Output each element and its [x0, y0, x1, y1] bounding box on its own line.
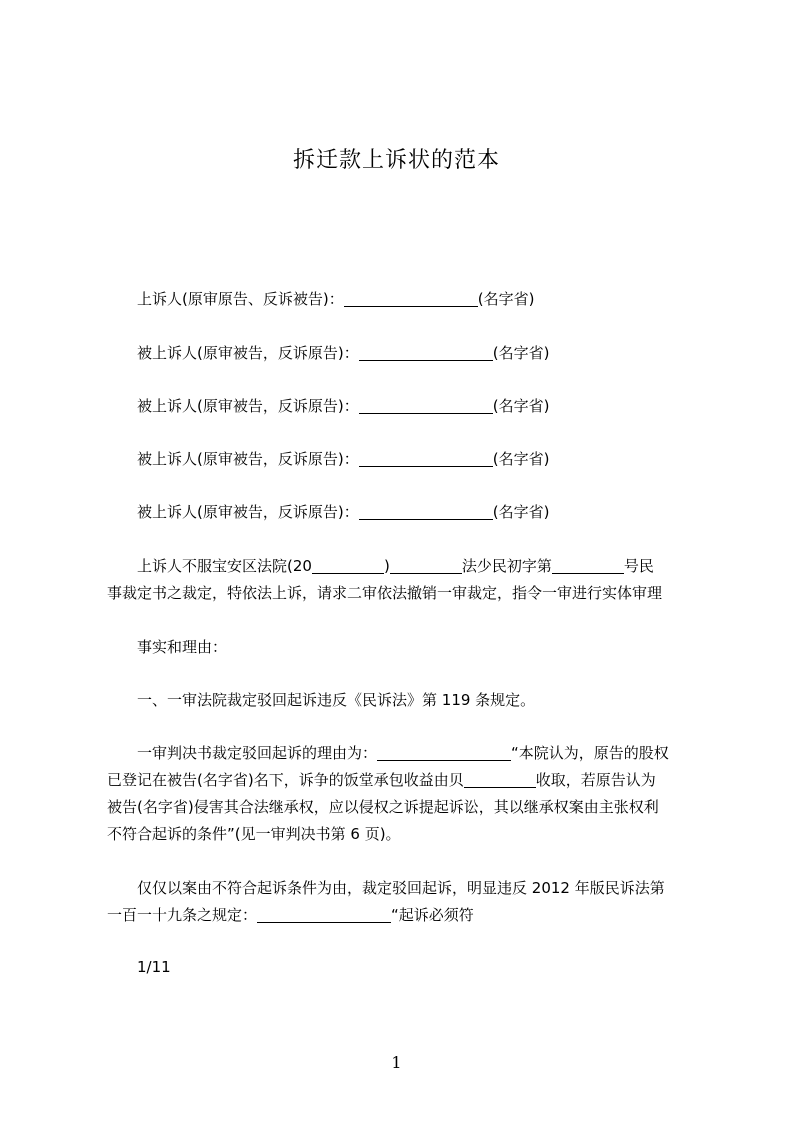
blank-field [359, 450, 493, 467]
page-number: 1 [391, 1053, 402, 1072]
appeal-line-2: 事裁定书之裁定，特依法上诉，请求二审依法撤销一审裁定，指令一审进行实体审理 [107, 584, 663, 602]
party-line [107, 340, 747, 367]
facts-heading: 事实和理由： [137, 638, 228, 656]
blank-field [359, 397, 493, 414]
paragraph-line: 不符合起诉的条件”(见一审判决书第 6 页)。 [107, 825, 401, 843]
party-suffix: (名字省) [492, 503, 550, 521]
party-suffix: (名字省) [492, 397, 550, 415]
page-fraction: 1/11 [137, 958, 171, 976]
party-label: 被上诉人(原审被告，反诉原告)： [137, 397, 359, 415]
paragraph-line [107, 902, 717, 929]
text-segment: 号民 [623, 557, 654, 575]
text-segment: 上诉人不服宝安区法院(20 [137, 557, 312, 575]
blank-field [464, 771, 536, 788]
party-suffix: (名字省) [477, 290, 535, 308]
party-suffix: (名字省) [492, 450, 550, 468]
paragraph-line [107, 767, 717, 794]
blank-field [390, 557, 462, 574]
party-label: 被上诉人(原审被告，反诉原告)： [137, 450, 359, 468]
party-label: 被上诉人(原审被告，反诉原告)： [137, 344, 359, 362]
text-segment: “起诉必须符 [391, 906, 474, 924]
text-segment: ) [383, 557, 390, 575]
blank-field [257, 906, 391, 923]
party-label: 被上诉人(原审被告，反诉原告)： [137, 503, 359, 521]
text-segment: 一百一十九条之规定： [107, 906, 258, 924]
party-line [107, 393, 747, 420]
party-line [107, 499, 747, 526]
document-title: 拆迁款上诉状的范本 [292, 148, 500, 173]
blank-field [359, 344, 493, 361]
party-line [107, 446, 747, 473]
text-segment: 法少民初字第 [461, 557, 552, 575]
paragraph-line: 被告(名字省)侵害其合法继承权，应以侵权之诉提起诉讼，其以继承权案由主张权利 [107, 798, 659, 816]
party-suffix: (名字省) [492, 344, 550, 362]
text-segment: “本院认为，原告的股权 [511, 744, 669, 762]
text-segment: 一审判决书裁定驳回起诉的理由为： [137, 744, 378, 762]
blank-field [377, 744, 511, 761]
blank-field [359, 503, 493, 520]
appeal-line-1 [107, 553, 747, 580]
party-line [107, 286, 747, 313]
blank-field [344, 290, 478, 307]
blank-field [312, 557, 384, 574]
point-heading: 一、一审法院裁定驳回起诉违反《民诉法》第 119 条规定。 [137, 691, 536, 709]
paragraph-line: 仅仅以案由不符合起诉条件为由，裁定驳回起诉，明显违反 2012 年版民诉法第 [137, 879, 665, 897]
text-segment: 已登记在被告(名字省)名下，诉争的饭堂承包收益由贝 [107, 771, 464, 789]
party-label: 上诉人(原审原告、反诉被告)： [137, 290, 344, 308]
text-segment: 收取，若原告认为 [535, 771, 656, 789]
paragraph-line [107, 740, 747, 767]
blank-field [552, 557, 624, 574]
